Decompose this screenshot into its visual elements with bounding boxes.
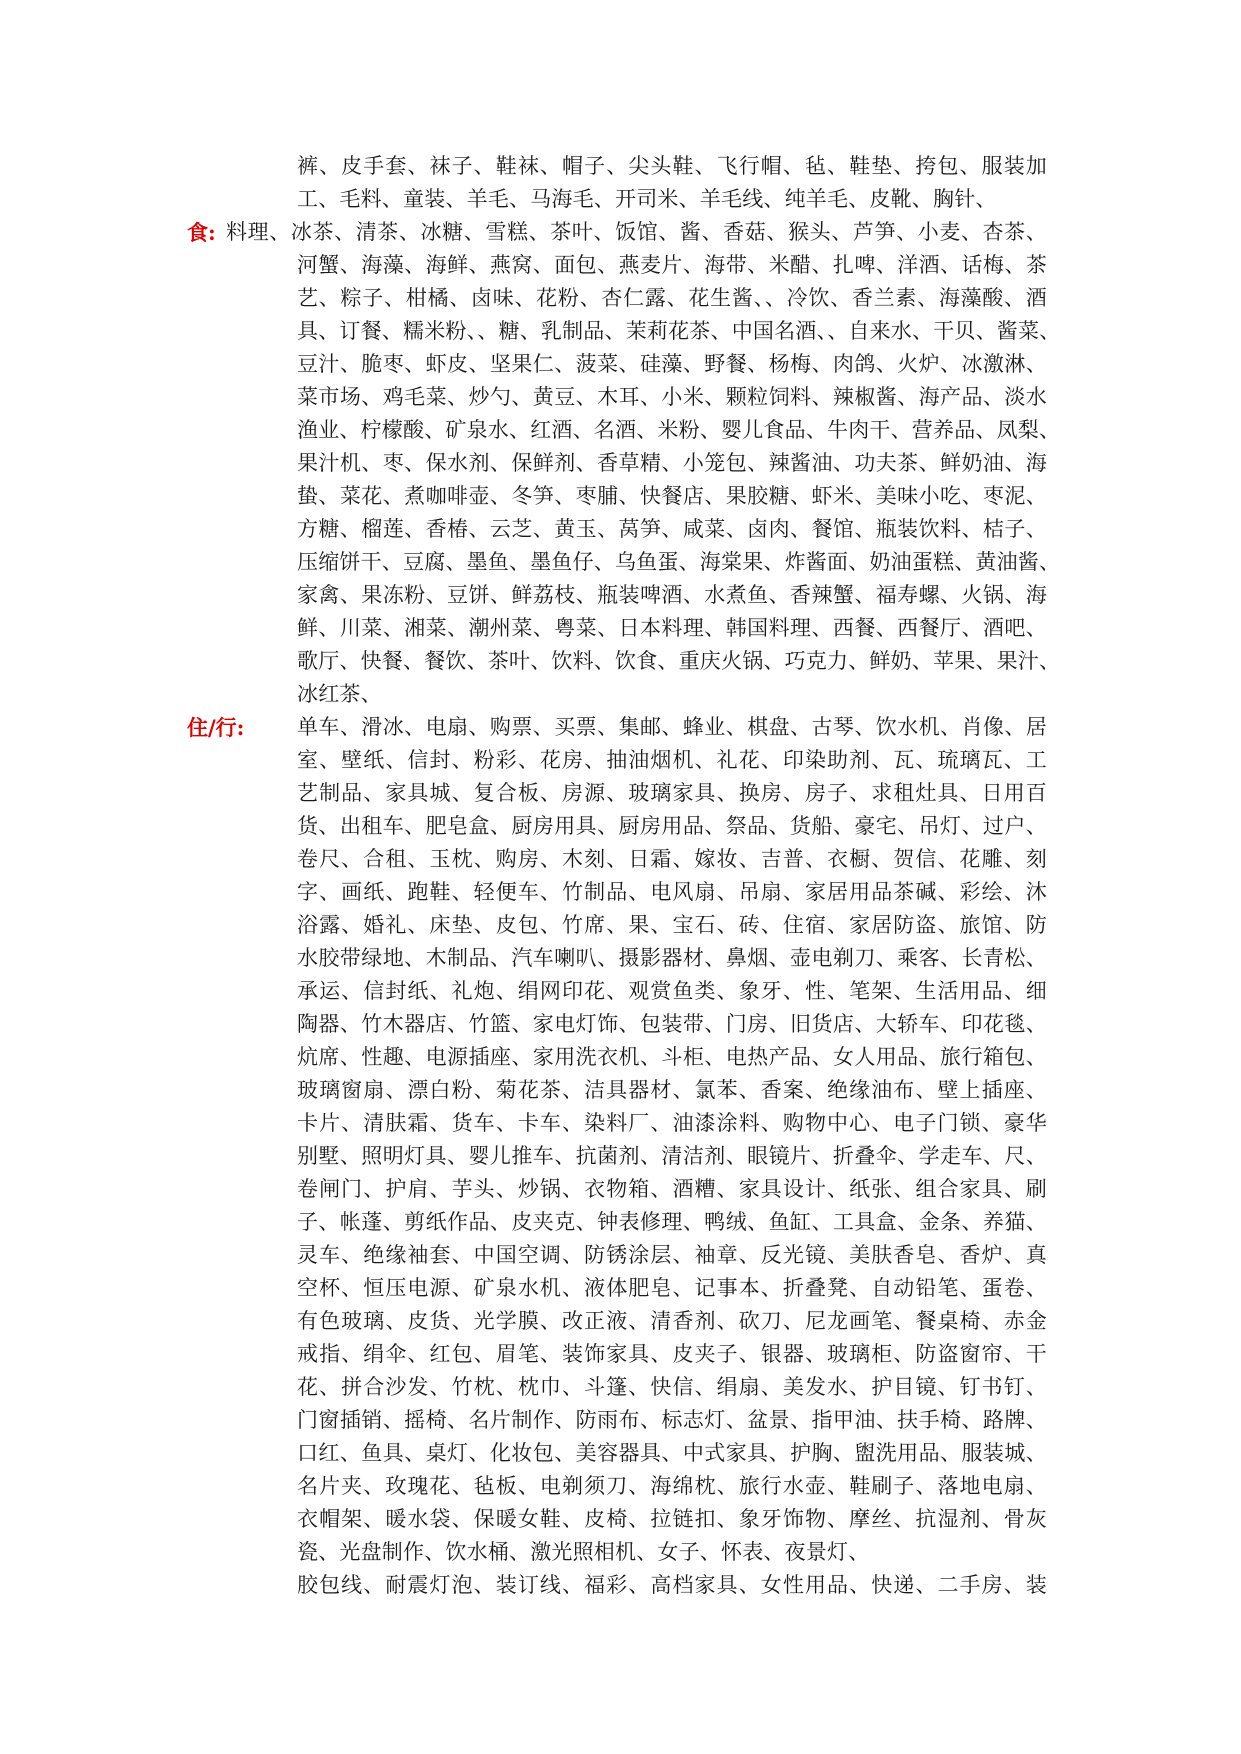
text-line: 蛰、菜花、煮咖啡壶、冬笋、枣脯、快餐店、果胶糖、虾米、美味小吃、枣泥、 (297, 484, 1047, 508)
text-line: 豆汁、脆枣、虾皮、坚果仁、菠菜、硅藻、野餐、杨梅、肉鸽、火炉、冰激淋、 (297, 352, 1047, 376)
text-line: 歌厅、快餐、餐饮、茶叶、饮料、饮食、重庆火锅、巧克力、鲜奶、苹果、果汁、 (297, 649, 1061, 673)
text-line: 方糖、榴莲、香椿、云芝、黄玉、莴笋、咸菜、卤肉、餐馆、瓶装饮料、桔子、 (297, 517, 1047, 541)
text-line: 水胶带绿地、木制品、汽车喇叭、摄影器材、鼻烟、壶电剃刀、乘客、长青松、 (297, 946, 1047, 970)
text-line: 口红、鱼具、桌灯、化妆包、美容器具、中式家具、护胸、盥洗用品、服装城、 (297, 1441, 1047, 1465)
text-line: 货、出租车、肥皂盒、厨房用具、厨房用品、祭品、货船、豪宅、吊灯、过户、 (297, 814, 1047, 838)
text-line: 承运、信封纸、礼炮、绢网印花、观赏鱼类、象牙、性、笔架、生活用品、细 (297, 979, 1047, 1003)
text-line: 室、壁纸、信封、粉彩、花房、抽油烟机、礼花、印染助剂、瓦、琉璃瓦、工 (297, 748, 1047, 772)
text-line: 门窗插销、摇椅、名片制作、防雨布、标志灯、盆景、指甲油、扶手椅、路牌、 (297, 1408, 1047, 1432)
text-line: 炕席、性趣、电源插座、家用洗衣机、斗柜、电热产品、女人用品、旅行箱包、 (297, 1045, 1047, 1069)
text-line: 压缩饼干、豆腐、墨鱼、墨鱼仔、乌鱼蛋、海棠果、炸酱面、奶油蛋糕、黄油酱、 (297, 550, 1061, 574)
text-line: 具、订餐、糯米粉、、糖、乳制品、茉莉花茶、中国名酒、、自来水、干贝、酱菜、 (297, 319, 1061, 343)
text-line: 名片夹、玫瑰花、毡板、电剃须刀、海绵枕、旅行水壶、鞋刷子、落地电扇、 (297, 1474, 1047, 1498)
text-line: 工、毛料、童装、羊毛、马海毛、开司米、羊毛线、纯羊毛、皮靴、胸针、 (297, 187, 997, 211)
text-line: 戒指、绢伞、红包、眉笔、装饰家具、皮夹子、银器、玻璃柜、防盗窗帘、干 (297, 1342, 1047, 1366)
text-line: 料理、冰茶、清茶、冰糖、雪糕、茶叶、饭馆、酱、香菇、猴头、芦笋、小麦、杏茶、 (226, 220, 1047, 244)
text-line: 家禽、果冻粉、豆饼、鲜荔枝、瓶装啤酒、水煮鱼、香辣蟹、福寿螺、火锅、海 (297, 583, 1047, 607)
text-line: 陶器、竹木器店、竹篮、家电灯饰、包装带、门房、旧货店、大轿车、印花毯、 (297, 1012, 1047, 1036)
text-line: 有色玻璃、皮货、光学膜、改正液、清香剂、砍刀、尼龙画笔、餐桌椅、赤金 (297, 1309, 1047, 1333)
text-line: 别墅、照明灯具、婴儿推车、抗菌剂、清洁剂、眼镜片、折叠伞、学走车、尺、 (297, 1144, 1047, 1168)
text-line: 瓷、光盘制作、饮水桶、激光照相机、女子、怀表、夜景灯、 (297, 1540, 870, 1564)
text-line: 浴露、婚礼、床垫、皮包、竹席、果、宝石、砖、住宿、家居防盗、旅馆、防 (297, 913, 1047, 937)
text-line: 玻璃窗扇、漂白粉、菊花茶、洁具器材、氯苯、香案、绝缘油布、壁上插座、 (297, 1078, 1047, 1102)
text-line: 子、帐蓬、剪纸作品、皮夹克、钟表修理、鸭绒、鱼缸、工具盒、金条、养猫、 (297, 1210, 1047, 1234)
text-line: 卡片、清肤霜、货车、卡车、染料厂、油漆涂料、购物中心、电子门锁、豪华 (297, 1111, 1047, 1135)
text-line: 花、拼合沙发、竹枕、枕巾、斗篷、快信、绢扇、美发水、护目镜、钉书钉、 (297, 1375, 1047, 1399)
text-line: 菜市场、鸡毛菜、炒勺、黄豆、木耳、小米、颗粒饲料、辣椒酱、海产品、淡水 (297, 385, 1047, 409)
text-line: 空杯、恒压电源、矿泉水机、液体肥皂、记事本、折叠凳、自动铅笔、蛋卷、 (297, 1276, 1047, 1300)
section-label-food: 食: (187, 220, 216, 245)
text-line: 果汁机、枣、保水剂、保鲜剂、香草精、小笼包、辣酱油、功夫茶、鲜奶油、海 (297, 451, 1047, 475)
text-line: 卷尺、合租、玉枕、购房、木刻、日霜、嫁妆、吉普、衣橱、贺信、花雕、刻 (297, 847, 1047, 871)
text-line: 河蟹、海藻、海鲜、燕窝、面包、燕麦片、海带、米醋、扎啤、洋酒、话梅、茶 (297, 253, 1047, 277)
text-line: 鲜、川菜、湘菜、潮州菜、粤菜、日本料理、韩国料理、西餐、西餐厅、酒吧、 (297, 616, 1047, 640)
text-line: 胶包线、耐震灯泡、装订线、福彩、高档家具、女性用品、快递、二手房、装 (297, 1573, 1047, 1597)
section-label-housing: 住/行: (187, 715, 245, 740)
text-line: 裤、皮手套、袜子、鞋袜、帽子、尖头鞋、飞行帽、毡、鞋垫、挎包、服装加 (297, 154, 1047, 178)
text-line: 衣帽架、暖水袋、保暖女鞋、皮椅、拉链扣、象牙饰物、摩丝、抗湿剂、骨灰 (297, 1507, 1047, 1531)
text-line: 渔业、柠檬酸、矿泉水、红酒、名酒、米粉、婴儿食品、牛肉干、营养品、凤梨、 (297, 418, 1061, 442)
text-line: 艺制品、家具城、复合板、房源、玻璃家具、换房、房子、求租灶具、日用百 (297, 781, 1047, 805)
text-line: 艺、粽子、柑橘、卤味、花粉、杏仁露、花生酱、、冷饮、香兰素、海藻酸、酒 (297, 286, 1047, 310)
text-line: 单车、滑冰、电扇、购票、买票、集邮、蜂业、棋盘、古琴、饮水机、肖像、居 (297, 715, 1047, 739)
text-line: 冰红茶、 (297, 682, 382, 706)
text-line: 灵车、绝缘袖套、中国空调、防锈涂层、袖章、反光镜、美肤香皂、香炉、真 (297, 1243, 1047, 1267)
text-line: 卷闸门、护肩、芋头、炒锅、衣物箱、酒糟、家具设计、纸张、组合家具、刷 (297, 1177, 1047, 1201)
text-line: 字、画纸、跑鞋、轻便车、竹制品、电风扇、吊扇、家居用品茶碱、彩绘、沐 (297, 880, 1047, 904)
